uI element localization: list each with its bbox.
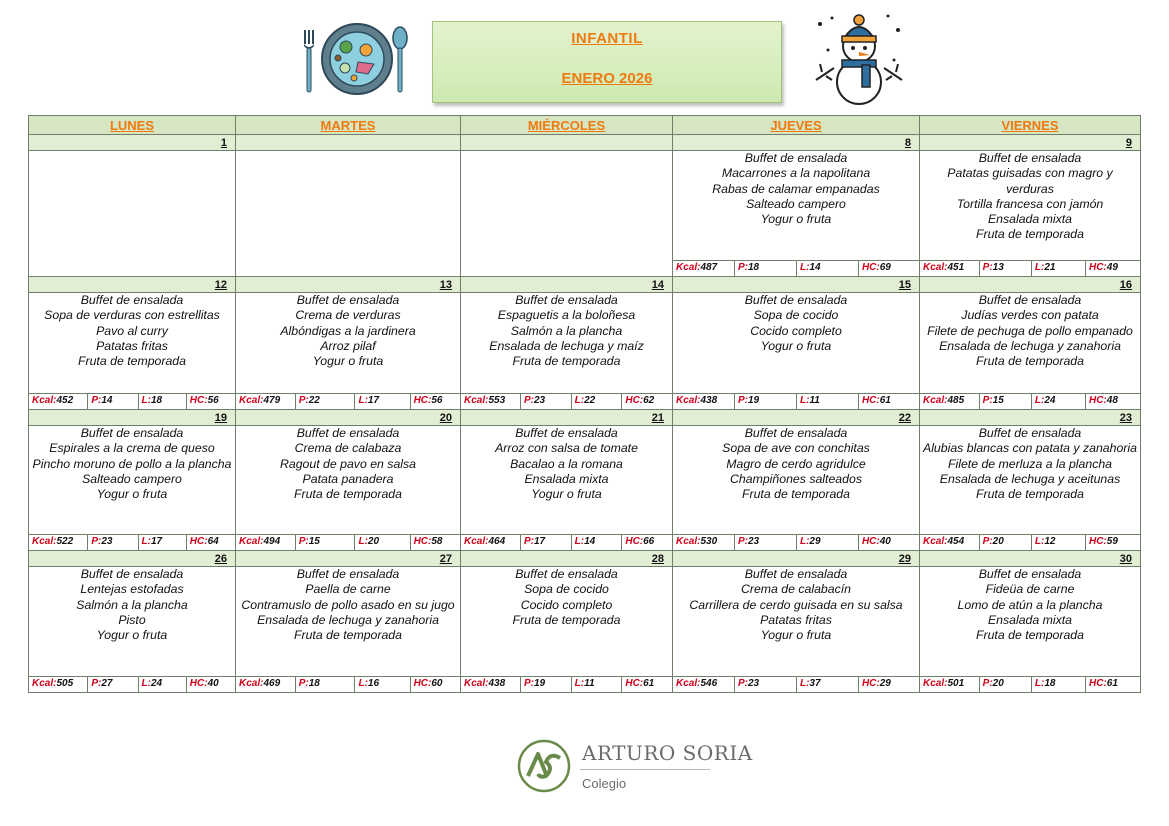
nutrition-hc: HC:29 (861, 678, 891, 689)
logo-subtitle: Colegio (582, 776, 627, 791)
date-number: 16 (1119, 278, 1132, 291)
menu-item: Yogur o fruta (760, 212, 832, 227)
menu-item: Espaguetis a la boloñesa (497, 308, 636, 323)
menu-cell (236, 293, 461, 410)
nutrition-hc: HC:61 (625, 678, 655, 689)
menu-item: Pincho moruno de pollo a la plancha (32, 456, 232, 471)
menu-item: Yogur o fruta (531, 487, 602, 502)
nutrition-row (673, 393, 919, 409)
date-cell (920, 135, 1141, 151)
nutrition-hc: HC:40 (861, 536, 891, 547)
menu-item: Contramuslo de pollo asado en su jugo (241, 597, 455, 612)
menu-item: Patatas guisadas con magro y verduras (947, 166, 1113, 196)
day-header: LUNES (29, 116, 236, 135)
nutrition-kcal: Kcal:553 (461, 394, 521, 409)
nutrition-hc: HC:60 (413, 678, 443, 689)
menu-item: Crema de calabacín (740, 582, 852, 597)
date-cell (920, 277, 1141, 293)
nutrition-p: P:27 (88, 677, 138, 692)
menu-item: Ensalada mixta (524, 471, 609, 486)
menu-item: Sopa de ave con conchitas (722, 441, 870, 456)
menu-item: Patatas fritas (96, 338, 168, 353)
nutrition-kcal: Kcal:487 (673, 261, 735, 276)
menu-cell (29, 567, 236, 693)
date-number: 19 (214, 411, 227, 424)
menu-item: Ensalada mixta (987, 612, 1073, 627)
menu-item: Crema de verduras (295, 308, 401, 323)
school-logo-icon (516, 738, 572, 794)
nutrition-hc: HC:59 (1088, 536, 1118, 547)
date-cell (461, 277, 673, 293)
menu-item: Magro de cerdo agridulce (726, 456, 866, 471)
date-number-row (29, 410, 1141, 426)
nutrition-row (673, 260, 919, 276)
nutrition-p: P:23 (735, 535, 797, 550)
date-cell (29, 410, 236, 426)
menu-item: Macarrones a la napolitana (721, 166, 871, 181)
nutrition-l: L:24 (1032, 394, 1086, 409)
menu-item: Patatas fritas (760, 612, 832, 627)
nutrition-row (29, 534, 235, 550)
menu-item: Sopa de verduras con estrellitas (44, 308, 220, 323)
menu-row (29, 567, 1141, 693)
nutrition-row (920, 260, 1140, 276)
nutrition-kcal: Kcal:522 (29, 535, 88, 550)
menu-item: Buffet de ensalada (80, 426, 184, 440)
snowman-icon (812, 10, 906, 106)
day-header: MIÉRCOLES (461, 116, 673, 135)
plate-cutlery-icon (302, 22, 410, 96)
menu-item: Buffet de ensalada (744, 567, 848, 581)
nutrition-p: P:22 (296, 394, 356, 409)
logo-name: ARTURO SORIA (582, 741, 753, 765)
menu-item: Ragout de pavo en salsa (279, 456, 417, 471)
menu-item: Judías verdes con patata (961, 308, 1099, 323)
date-cell (461, 551, 673, 567)
menu-item: Salteado campero (746, 196, 846, 211)
menu-cell (236, 151, 461, 277)
menu-cell (673, 151, 920, 277)
nutrition-l: L:11 (797, 394, 859, 409)
menu-cell (29, 426, 236, 551)
menu-cell (673, 567, 920, 693)
date-number: 9 (1125, 136, 1132, 149)
school-logo (516, 738, 753, 798)
nutrition-l: L:12 (1032, 535, 1086, 550)
nutrition-p: P:23 (88, 535, 138, 550)
nutrition-row (29, 676, 235, 692)
nutrition-kcal: Kcal:438 (673, 394, 735, 409)
nutrition-hc: HC:49 (1088, 262, 1118, 273)
menu-cell (29, 293, 236, 410)
date-number: 21 (651, 411, 664, 424)
nutrition-row (461, 393, 672, 409)
nutrition-row (29, 393, 235, 409)
nutrition-kcal: Kcal:485 (920, 394, 980, 409)
title-box (432, 21, 782, 103)
nutrition-p: P:23 (735, 677, 797, 692)
nutrition-row (236, 393, 460, 409)
nutrition-p: P:18 (735, 261, 797, 276)
nutrition-row (236, 676, 460, 692)
title-infantil: INFANTIL (571, 30, 643, 47)
nutrition-kcal: Kcal:454 (920, 535, 980, 550)
nutrition-l: L:18 (139, 394, 187, 409)
menu-item: Buffet de ensalada (80, 567, 184, 581)
menu-item: Fruta de temporada (741, 487, 850, 502)
menu-item: Arroz pilaf (320, 338, 376, 353)
menu-cell (461, 426, 673, 551)
menu-row (29, 426, 1141, 551)
nutrition-hc: HC:56 (189, 395, 219, 406)
menu-cell (29, 151, 236, 277)
date-number: 13 (439, 278, 452, 291)
menu-item: Tortilla francesa con jamón (956, 196, 1104, 211)
nutrition-l: L:11 (572, 677, 623, 692)
menu-item: Buffet de ensalada (978, 426, 1082, 440)
date-cell (236, 551, 461, 567)
menu-item: Filete de merluza a la plancha (947, 456, 1113, 471)
menu-item: Fruta de temporada (293, 487, 402, 502)
menu-item: Fruta de temporada (975, 354, 1084, 369)
nutrition-row (461, 676, 672, 692)
nutrition-kcal: Kcal:505 (29, 677, 88, 692)
menu-cell (461, 293, 673, 410)
nutrition-row (236, 534, 460, 550)
menu-cell (673, 293, 920, 410)
menu-cell (461, 567, 673, 693)
menu-item: Arroz con salsa de tomate (495, 441, 638, 456)
date-cell (29, 135, 236, 151)
menu-row (29, 151, 1141, 277)
menu-items (673, 293, 919, 354)
menu-cell (236, 567, 461, 693)
date-number: 22 (898, 411, 911, 424)
menu-item: Lentejas estofadas (80, 582, 184, 597)
title-month: ENERO 2026 (561, 70, 653, 87)
date-number: 28 (651, 552, 664, 565)
menu-items (29, 567, 235, 643)
date-cell (673, 135, 920, 151)
date-number: 20 (439, 411, 452, 424)
nutrition-l: L:29 (797, 535, 859, 550)
date-number: 26 (214, 552, 227, 565)
menu-item: Buffet de ensalada (515, 567, 618, 581)
menu-item: Buffet de ensalada (744, 151, 848, 165)
menu-cell (461, 151, 673, 277)
menu-items (920, 567, 1140, 643)
menu-items (673, 567, 919, 643)
menu-items (29, 293, 235, 369)
nutrition-p: P:13 (980, 261, 1032, 276)
menu-item: Buffet de ensalada (744, 293, 848, 307)
date-cell (461, 410, 673, 426)
date-number: 30 (1119, 552, 1132, 565)
nutrition-p: P:19 (521, 677, 572, 692)
menu-item: Buffet de ensalada (296, 293, 400, 307)
menu-items (236, 426, 460, 502)
menu-item: Fruta de temporada (77, 354, 186, 369)
nutrition-hc: HC:69 (861, 262, 891, 273)
menu-item: Buffet de ensalada (978, 151, 1082, 165)
menu-item: Ensalada de lechuga y zanahoria (257, 612, 439, 627)
menu-item: Buffet de ensalada (296, 426, 400, 440)
menu-item: Salmón a la plancha (76, 597, 188, 612)
nutrition-hc: HC:62 (625, 395, 655, 406)
menu-items (920, 151, 1140, 243)
menu-item: Bacalao a la romana (510, 456, 623, 471)
date-cell (673, 551, 920, 567)
date-number: 29 (898, 552, 911, 565)
weekday-header-row (29, 116, 1141, 135)
nutrition-kcal: Kcal:464 (461, 535, 521, 550)
menu-item: Fideüa de carne (985, 582, 1075, 597)
date-number: 1 (220, 136, 227, 149)
nutrition-hc: HC:61 (1088, 678, 1118, 689)
date-cell (29, 277, 236, 293)
menu-item: Pisto (118, 612, 146, 627)
menu-items (236, 293, 460, 369)
nutrition-kcal: Kcal:452 (29, 394, 88, 409)
date-cell (673, 410, 920, 426)
nutrition-hc: HC:61 (861, 395, 891, 406)
menu-items (673, 426, 919, 502)
nutrition-hc: HC:64 (189, 536, 219, 547)
date-number-row (29, 277, 1141, 293)
menu-item: Carrillera de cerdo guisada en su salsa (689, 597, 903, 612)
menu-row (29, 293, 1141, 410)
nutrition-l: L:21 (1032, 261, 1086, 276)
menu-items (920, 426, 1140, 502)
nutrition-row (461, 534, 672, 550)
nutrition-l: L:24 (139, 677, 187, 692)
menu-item: Yogur o fruta (96, 628, 168, 643)
menu-item: Sopa de cocido (524, 582, 609, 597)
date-number (664, 137, 672, 149)
nutrition-kcal: Kcal:479 (236, 394, 296, 409)
menu-item: Buffet de ensalada (515, 426, 618, 440)
menu-item: Champiñones salteados (730, 471, 862, 486)
nutrition-p: P:19 (735, 394, 797, 409)
menu-item: Buffet de ensalada (978, 293, 1082, 307)
date-cell (461, 135, 673, 151)
nutrition-p: P:20 (980, 677, 1032, 692)
logo-divider (580, 769, 710, 770)
menu-cell (920, 567, 1141, 693)
menu-item: Ensalada mixta (987, 212, 1073, 227)
menu-item: Yogur o fruta (760, 338, 832, 353)
menu-cell (920, 426, 1141, 551)
date-cell (29, 551, 236, 567)
nutrition-p: P:17 (521, 535, 572, 550)
nutrition-kcal: Kcal:469 (236, 677, 296, 692)
menu-cell (236, 426, 461, 551)
menu-items (920, 293, 1140, 369)
nutrition-kcal: Kcal:501 (920, 677, 980, 692)
menu-item: Lomo de atún a la plancha (957, 597, 1103, 612)
nutrition-p: P:18 (296, 677, 356, 692)
menu-item: Ensalada de lechuga y maíz (489, 338, 644, 353)
menu-item: Filete de pechuga de pollo empanado (927, 323, 1133, 338)
date-number: 12 (214, 278, 227, 291)
menu-cell (673, 426, 920, 551)
nutrition-l: L:20 (355, 535, 410, 550)
nutrition-p: P:20 (980, 535, 1032, 550)
menu-item: Patata panadera (302, 471, 394, 486)
nutrition-l: L:14 (572, 535, 623, 550)
date-number-row (29, 135, 1141, 151)
nutrition-row (920, 534, 1140, 550)
day-header: JUEVES (673, 116, 920, 135)
nutrition-hc: HC:58 (413, 536, 443, 547)
day-header: VIERNES (920, 116, 1141, 135)
date-number: 27 (439, 552, 452, 565)
nutrition-kcal: Kcal:438 (461, 677, 521, 692)
menu-item: Fruta de temporada (975, 628, 1084, 643)
date-cell (920, 410, 1141, 426)
date-cell (236, 410, 461, 426)
menu-item: Cocido completo (750, 323, 842, 338)
menu-item: Paella de carne (305, 582, 391, 597)
menu-item: Rabas de calamar empanadas (712, 181, 880, 196)
nutrition-row (920, 676, 1140, 692)
menu-item: Fruta de temporada (512, 354, 621, 369)
menu-item: Buffet de ensalada (744, 426, 848, 440)
date-number-row (29, 551, 1141, 567)
nutrition-p: P:23 (521, 394, 572, 409)
date-cell (673, 277, 920, 293)
nutrition-p: P:15 (296, 535, 356, 550)
nutrition-l: L:37 (797, 677, 859, 692)
menu-item: Yogur o fruta (96, 487, 168, 502)
menu-cell (920, 151, 1141, 277)
menu-items (461, 426, 672, 502)
menu-item: Pavo al curry (96, 323, 168, 338)
menu-item: Buffet de ensalada (515, 293, 618, 307)
nutrition-l: L:22 (572, 394, 623, 409)
menu-item: Espirales a la crema de queso (49, 441, 215, 456)
date-cell (236, 135, 461, 151)
menu-item: Cocido completo (520, 597, 613, 612)
menu-item: Fruta de temporada (293, 628, 402, 643)
menu-item: Ensalada de lechuga y aceitunas (939, 471, 1121, 486)
menu-item: Fruta de temporada (975, 227, 1084, 242)
menu-item: Albóndigas a la jardinera (280, 323, 416, 338)
menu-item: Fruta de temporada (975, 487, 1084, 502)
nutrition-hc: HC:66 (625, 536, 655, 547)
menu-items (461, 293, 672, 369)
date-number: 23 (1119, 411, 1132, 424)
menu-items (461, 567, 672, 628)
date-number: 14 (651, 278, 664, 291)
menu-item: Salmón a la plancha (510, 323, 623, 338)
day-header: MARTES (236, 116, 461, 135)
nutrition-hc: HC:48 (1088, 395, 1118, 406)
menu-item: Salteado campero (82, 471, 182, 486)
menu-table (28, 115, 1141, 693)
menu-item: Yogur o fruta (312, 354, 384, 369)
menu-item: Buffet de ensalada (80, 293, 184, 307)
nutrition-hc: HC:40 (189, 678, 219, 689)
nutrition-row (920, 393, 1140, 409)
nutrition-row (673, 534, 919, 550)
nutrition-row (673, 676, 919, 692)
menu-cell (920, 293, 1141, 410)
menu-item: Crema de calabaza (294, 441, 402, 456)
menu-items (29, 426, 235, 502)
menu-item: Ensalada de lechuga y zanahoria (939, 338, 1121, 353)
nutrition-l: L:16 (355, 677, 410, 692)
nutrition-l: L:17 (355, 394, 410, 409)
menu-item: Buffet de ensalada (978, 567, 1082, 581)
date-cell (920, 551, 1141, 567)
menu-item: Buffet de ensalada (296, 567, 400, 581)
date-number: 8 (904, 136, 911, 149)
menu-item: Sopa de cocido (753, 308, 839, 323)
date-number: 15 (898, 278, 911, 291)
menu-item: Fruta de temporada (512, 612, 621, 627)
nutrition-p: P:14 (88, 394, 138, 409)
nutrition-kcal: Kcal:494 (236, 535, 296, 550)
menu-items (673, 151, 919, 227)
nutrition-p: P:15 (980, 394, 1032, 409)
nutrition-l: L:17 (139, 535, 187, 550)
nutrition-l: L:14 (797, 261, 859, 276)
date-cell (236, 277, 461, 293)
date-number (452, 137, 460, 149)
menu-item: Alubias blancas con patata y zanahoria (923, 441, 1137, 456)
menu-items (236, 567, 460, 643)
nutrition-kcal: Kcal:451 (920, 261, 980, 276)
menu-item: Yogur o fruta (760, 628, 832, 643)
nutrition-kcal: Kcal:546 (673, 677, 735, 692)
nutrition-kcal: Kcal:530 (673, 535, 735, 550)
nutrition-hc: HC:56 (413, 395, 443, 406)
nutrition-l: L:18 (1032, 677, 1086, 692)
